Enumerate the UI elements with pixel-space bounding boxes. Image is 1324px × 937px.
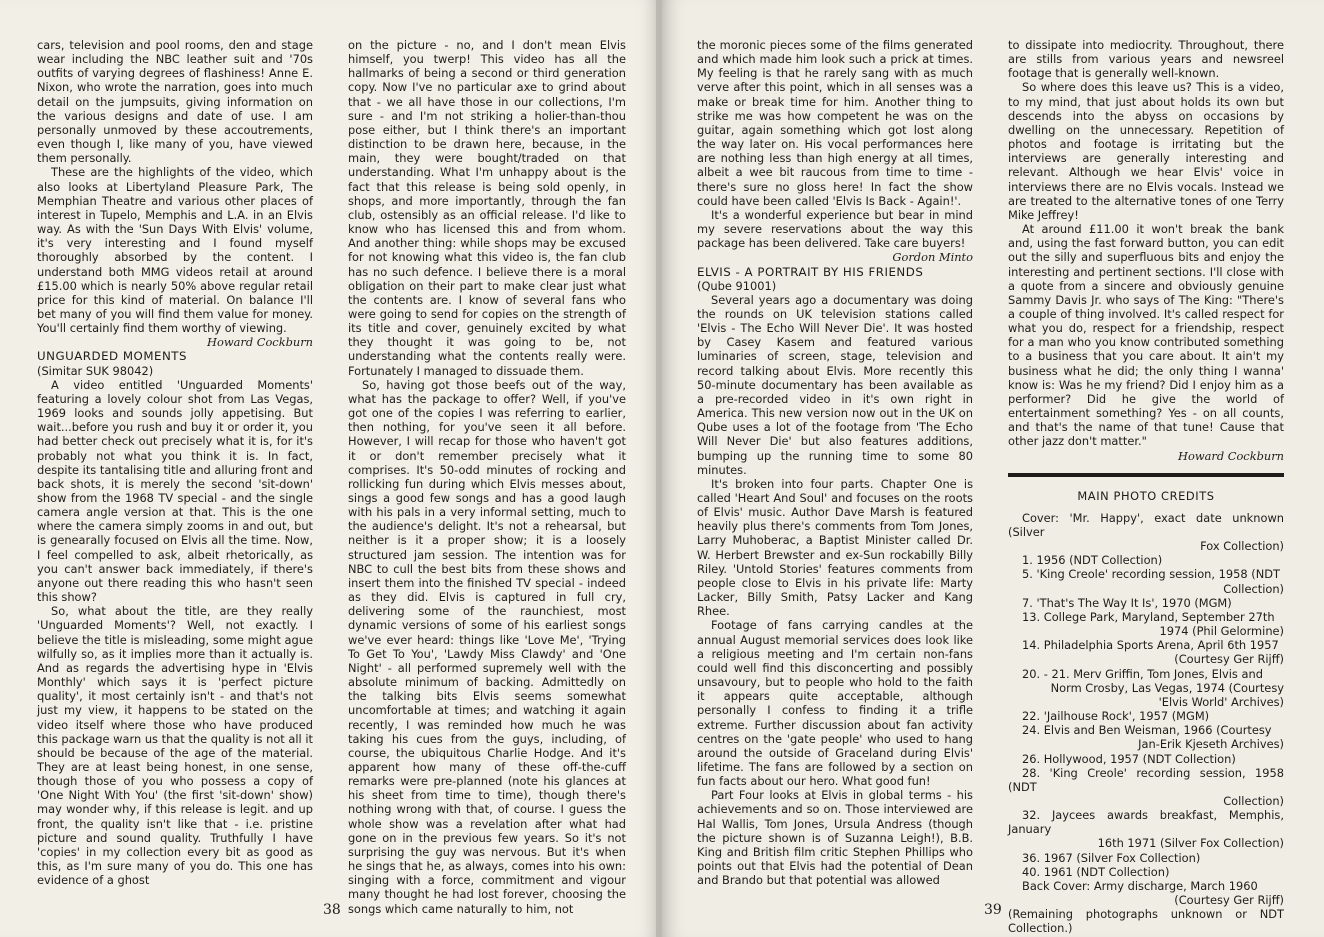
photo-credits-title: MAIN PHOTO CREDITS xyxy=(1077,488,1215,503)
paragraph: So, having got those beefs out of the way, what has the package to offer? Well, if you've got one of the copies I was referring to earlier, then nothing, for you've seen it all before. However, I will recap for those who haven't got it or don't remember precisely what it comprises. It's 50-odd minutes of rocking and rollicking fun during which Elvis messes about, sings a good few songs and has a good laugh with his pals in a very informal setting, much to the audience's delight. It's not a rehearsal, but neither is it a proper show; it is a loosely structured jam session. The intention was for NBC to cull the best bits from these shows and insert them into the finished TV special - indeed as they did. Elvis is captured in full cry, delivering some of the raunchiest, most dynamic versions of some of his earliest songs we've ever heard: things like 'Love Me', 'Trying To Get To You', 'Lawdy Miss Clawdy' and 'One Night' - all performed supremely well with the absolute minimum of backing. Admittedly on the talking bits Elvis seems somewhat uncomfortable at times; and watching it again recently, I was reminded how much he was taking his cues from the guys, including, of course, the ubiquitous Charlie Hodge. And it's apparent how many of these off-the-cuff remarks were pre-planned (note his glances at his sheet from time to time), though there's nothing wrong with that, of course. I guess the whole show was a revelation after what had gone on in the previous few years. So it's not surprising the guy was nervous. But it's when he sings that he, as always, comes into his own: singing with a force, commitment and vigour many thought he had lost forever, choosing the songs which came naturally to him, not xyxy=(348,377,626,916)
page-number: 38 xyxy=(323,902,341,918)
review-catalogue-number: (Qube 91001) xyxy=(697,278,777,293)
photo-credits-list xyxy=(1008,511,1284,907)
credit-item: 32. Jaycees awards breakfast, Memphis, January 16th 1971 (Silver Fox Collection) xyxy=(1008,808,1284,851)
paragraph: So where does this leave us? This is a video, to my mind, that just about holds its own but descends into the abyss on occasions by dwelling on the unnecessary. Repetition of photos and footage is irritating but the interviews are generally interesting and relevant. Although we hear Elvis' voice in interviews there are no Elvis vocals. Instead we are treated to the alternative tones of one Terry Mike Jeffrey! xyxy=(1008,80,1284,222)
paragraph: It's broken into four parts. Chapter One is called 'Heart And Soul' and focuses on the roots of Elvis' music. Author Dave Marsh is featured heavily plus there's comments from Tom Jones, Larry Muhoberac, a Baptist Minister called Dr. W. Herbert Brewster and ex-Sun rockabilly Billy Riley. 'Untold Stories' features comments from people close to Elvis in his private life: Marty Lacker, Billy Smith, Patsy Lacker and Kang Rhee. xyxy=(697,476,973,619)
paragraph: Footage of fans carrying candles at the annual August memorial services does look like a religious meeting and I'm certain non-fans could well find this disconcerting and possibly unsavoury, but to people who hold to the faith it appears quite acceptable, although personally I confess to finding it a trifle extreme. Further discussion about fan activity centres on the 'gate people' who used to hang around the outside of Graceland during Elvis' lifetime. The fans are followed by a section on fun facts about our hero. What good fun! xyxy=(697,618,973,789)
credits-note: (Remaining photographs unknown or NDT Collection.) xyxy=(1008,907,1284,936)
review-title: UNGUARDED MOMENTS xyxy=(37,349,187,364)
paragraph: At around £11.00 it won't break the bank and, using the fast forward button, you can edit out the silly and superfluous bits and enjoy the interesting and pertinent sections. I'll close with a quote from a sincere and obviously genuine Sammy Davis Jr. who says of The King: "There's a couple of thing involved. It's called respect for what you do, respect for a friendship, respect for a man who you know contributed something to a business that you care about. It ain't my business what he did; the only thing I wanna' know is: Was he my friend? Did I enjoy him as a performer? Did he give the world of entertainment something? Yes - on all counts, and that's the name of that tune! Cause that other jazz don't matter." xyxy=(1008,222,1284,449)
credit-item: Back Cover: Army discharge, March 1960 (Courtesy Ger Rijff) xyxy=(1022,878,1284,908)
credit-item: 40. 1961 (NDT Collection) xyxy=(1022,864,1170,879)
page-right xyxy=(662,0,1324,937)
paragraph: It's a wonderful experience but bear in mind my severe reservations about the way this package has been delivered. Take care buyers! xyxy=(697,207,973,251)
credit-item: 13. College Park, Maryland, September 27th 1974 (Phil Gelormine) xyxy=(1022,609,1284,639)
credit-item: 36. 1967 (Silver Fox Collection) xyxy=(1022,850,1201,865)
credit-item: 5. 'King Creole' recording session, 1958 (NDT Collection) xyxy=(1022,567,1284,596)
credit-item: 14. Philadelphia Sports Arena, April 6th 1957 (Courtesy Ger Rijff) xyxy=(1022,638,1284,667)
review-title: ELVIS - A PORTRAIT BY HIS FRIENDS xyxy=(697,264,924,279)
credit-item: 24. Elvis and Ben Weisman, 1966 (Courtesy Jan-Erik Kjeseth Archives) xyxy=(1022,723,1284,752)
paragraph: These are the highlights of the video, which also looks at Libertyland Pleasure Park, The Memphian Theatre and various other places of interest in Tupelo, Memphis and L.A. in an Elvis way. As with the 'Sun Days With Elvis' volume, it's very interesting and I found myself thoroughly absorbed by the content. I understand both MMG videos retail at around £15.00 which is nearly 50% above regular retail price for this kind of material. On balance I'll bet many of you will find them value for money. You'll certainly find them worthy of viewing. xyxy=(37,165,313,336)
paragraph: the moronic pieces some of the films generated and which made him look such a prick at times. My feeling is that he rarely sang with as much verve after this point, which in all senses was a make or break time for him. Another thing to strike me was how competent he was on the guitar, again something which got lost along the way later on. His vocal performances here are nothing less than high energy at all times, albeit a wee bit raucous from time to time - there's sure no gloss here! In fact the show could have been called 'Elvis Is Back - Again!'. xyxy=(697,38,973,208)
paragraph: cars, television and pool rooms, den and stage wear including the NBC leather suit and '70s outfits of varying degrees of flashiness! Anne E. Nixon, who wrote the narration, goes into much detail on the jumpsuits, giving information on the various designs and date of use. I am personally unmoved by these accoutrements, even though I, like many of you, have viewed them personally. xyxy=(37,38,313,166)
paragraph: to dissipate into mediocrity. Throughout, there are stills from various years and newsreel footage that is generally well-known. xyxy=(1008,38,1284,81)
paragraph: Part Four looks at Elvis in global terms - his achievements and so on. Those interviewed are Hal Wallis, Tom Jones, Ursula Andress (though the picture shown is of Suzanna Leigh!), B.B. King and British film critic Stephen Phillips who points out that Elvis had the potential of Dean and Brando but that potential was allowed xyxy=(697,788,973,888)
credit-item: 28. 'King Creole' recording session, 1958 (NDT Collection) xyxy=(1008,765,1284,808)
credit-item: 20. - 21. Merv Griffin, Tom Jones, Elvis and Norm Crosby, Las Vegas, 1974 (Courtesy 'Elvis World' Archives) xyxy=(1022,666,1284,709)
page-number: 39 xyxy=(984,902,1002,918)
left-column-2 xyxy=(348,38,626,916)
credit-item: 22. 'Jailhouse Rock', 1957 (MGM) xyxy=(1022,709,1210,724)
reviewer-signature: Howard Cockburn xyxy=(207,335,313,350)
credit-item: 26. Hollywood, 1957 (NDT Collection) xyxy=(1022,751,1236,766)
credit-item: Cover: 'Mr. Happy', exact date unknown (Silver Fox Collection) xyxy=(1008,510,1284,554)
reviewer-signature: Gordon Minto xyxy=(892,250,973,265)
section-divider xyxy=(1008,473,1284,477)
paragraph: So, what about the title, are they really 'Unguarded Moments'? Well, not exactly. I believe the title is misleading, some might ague wilfully so, as it implies more than it actually is. And as regards the advertising hype in 'Elvis Monthly' which says it is 'perfect picture quality', it most certainly isn't - and that's not just my view, it happens to be stated on the video itself where those who have produced this package warn us that the quality is not all it should be because of the age of the material. They are at least being honest, in one sense, though those of you who possess a copy of 'One Night With You' (the first 'sit-down' show) may wonder why, if this release is legit. and up front, the quality isn't like that - i.e. pristine picture and sound quality. Truthfully I have 'copies' in my collection every bit as good as this, as I'm sure many of you do. This one has evidence of a ghost xyxy=(37,604,313,888)
page-left xyxy=(0,0,660,937)
right-column-1 xyxy=(697,38,973,887)
paragraph: A video entitled 'Unguarded Moments' featuring a lovely colour shot from Las Vegas, 1969 looks and sounds jolly appetising. But wait...before you rush and buy it or order it, you had better check out precisely what it is, for it's probably not what you think it is. In fact, despite its tantalising title and alluring front and back shots, it is merely the second 'sit-down' show from the 1968 TV special - and the single camera angle version at that. This is the one where the camera simply zooms in and out, but is genearally focused on Elvis all the time. Now, I feel compelled to ask, albeit rhetorically, as you can't answer back immediately, if there's anyone out there reading this who hasn't seen this show? xyxy=(37,377,313,605)
paragraph: on the picture - no, and I don't mean Elvis himself, you twerp! This video has all the hallmarks of being a second or third generation copy. Now I've no particular axe to grind about that - we all have those in our collections, I'm sure - and I'm not striking a holier-than-thou pose either, but I think there's an important distinction to be drawn here, because, in the main, they were bought/traded on that understanding. What I'm unhappy about is the fact that this release is being sold openly, in shops, and more importantly, through the fan club, ostensibly as an official release. I'd like to know who has licensed this and from whom. And another thing: while shops may be excused for not knowing what this video is, the fan club has no such defence. I believe there is a moral obligation on their part to make clear just what the contents are. I know of several fans who were going to send for copies on the strength of its title and cover, genuinely excited by what they thought it was going to be, not understanding what the contents really were. Fortunately I managed to dissuade them. xyxy=(348,38,626,378)
right-column-2 xyxy=(1008,38,1284,936)
reviewer-signature: Howard Cockburn xyxy=(1178,448,1284,463)
left-column-1 xyxy=(37,38,313,887)
credit-item: 7. 'That's The Way It Is', 1970 (MGM) xyxy=(1022,595,1232,610)
review-catalogue-number: (Simitar SUK 98042) xyxy=(37,363,154,378)
credit-item: 1. 1956 (NDT Collection) xyxy=(1022,553,1163,568)
paragraph: Several years ago a documentary was doing the rounds on UK television stations called 'Elvis - The Echo Will Never Die'. It was hosted by Casey Kasem and featured various luminaries of screen, stage, television and record talking about Elvis. More recently this 50-minute documentary has been available as a pre-recorded video in it's own right in America. This new version now out in the UK on Qube uses a lot of the footage from 'The Echo Will Never Die' but also features additions, bumping up the running time to some 80 minutes. xyxy=(697,292,973,477)
